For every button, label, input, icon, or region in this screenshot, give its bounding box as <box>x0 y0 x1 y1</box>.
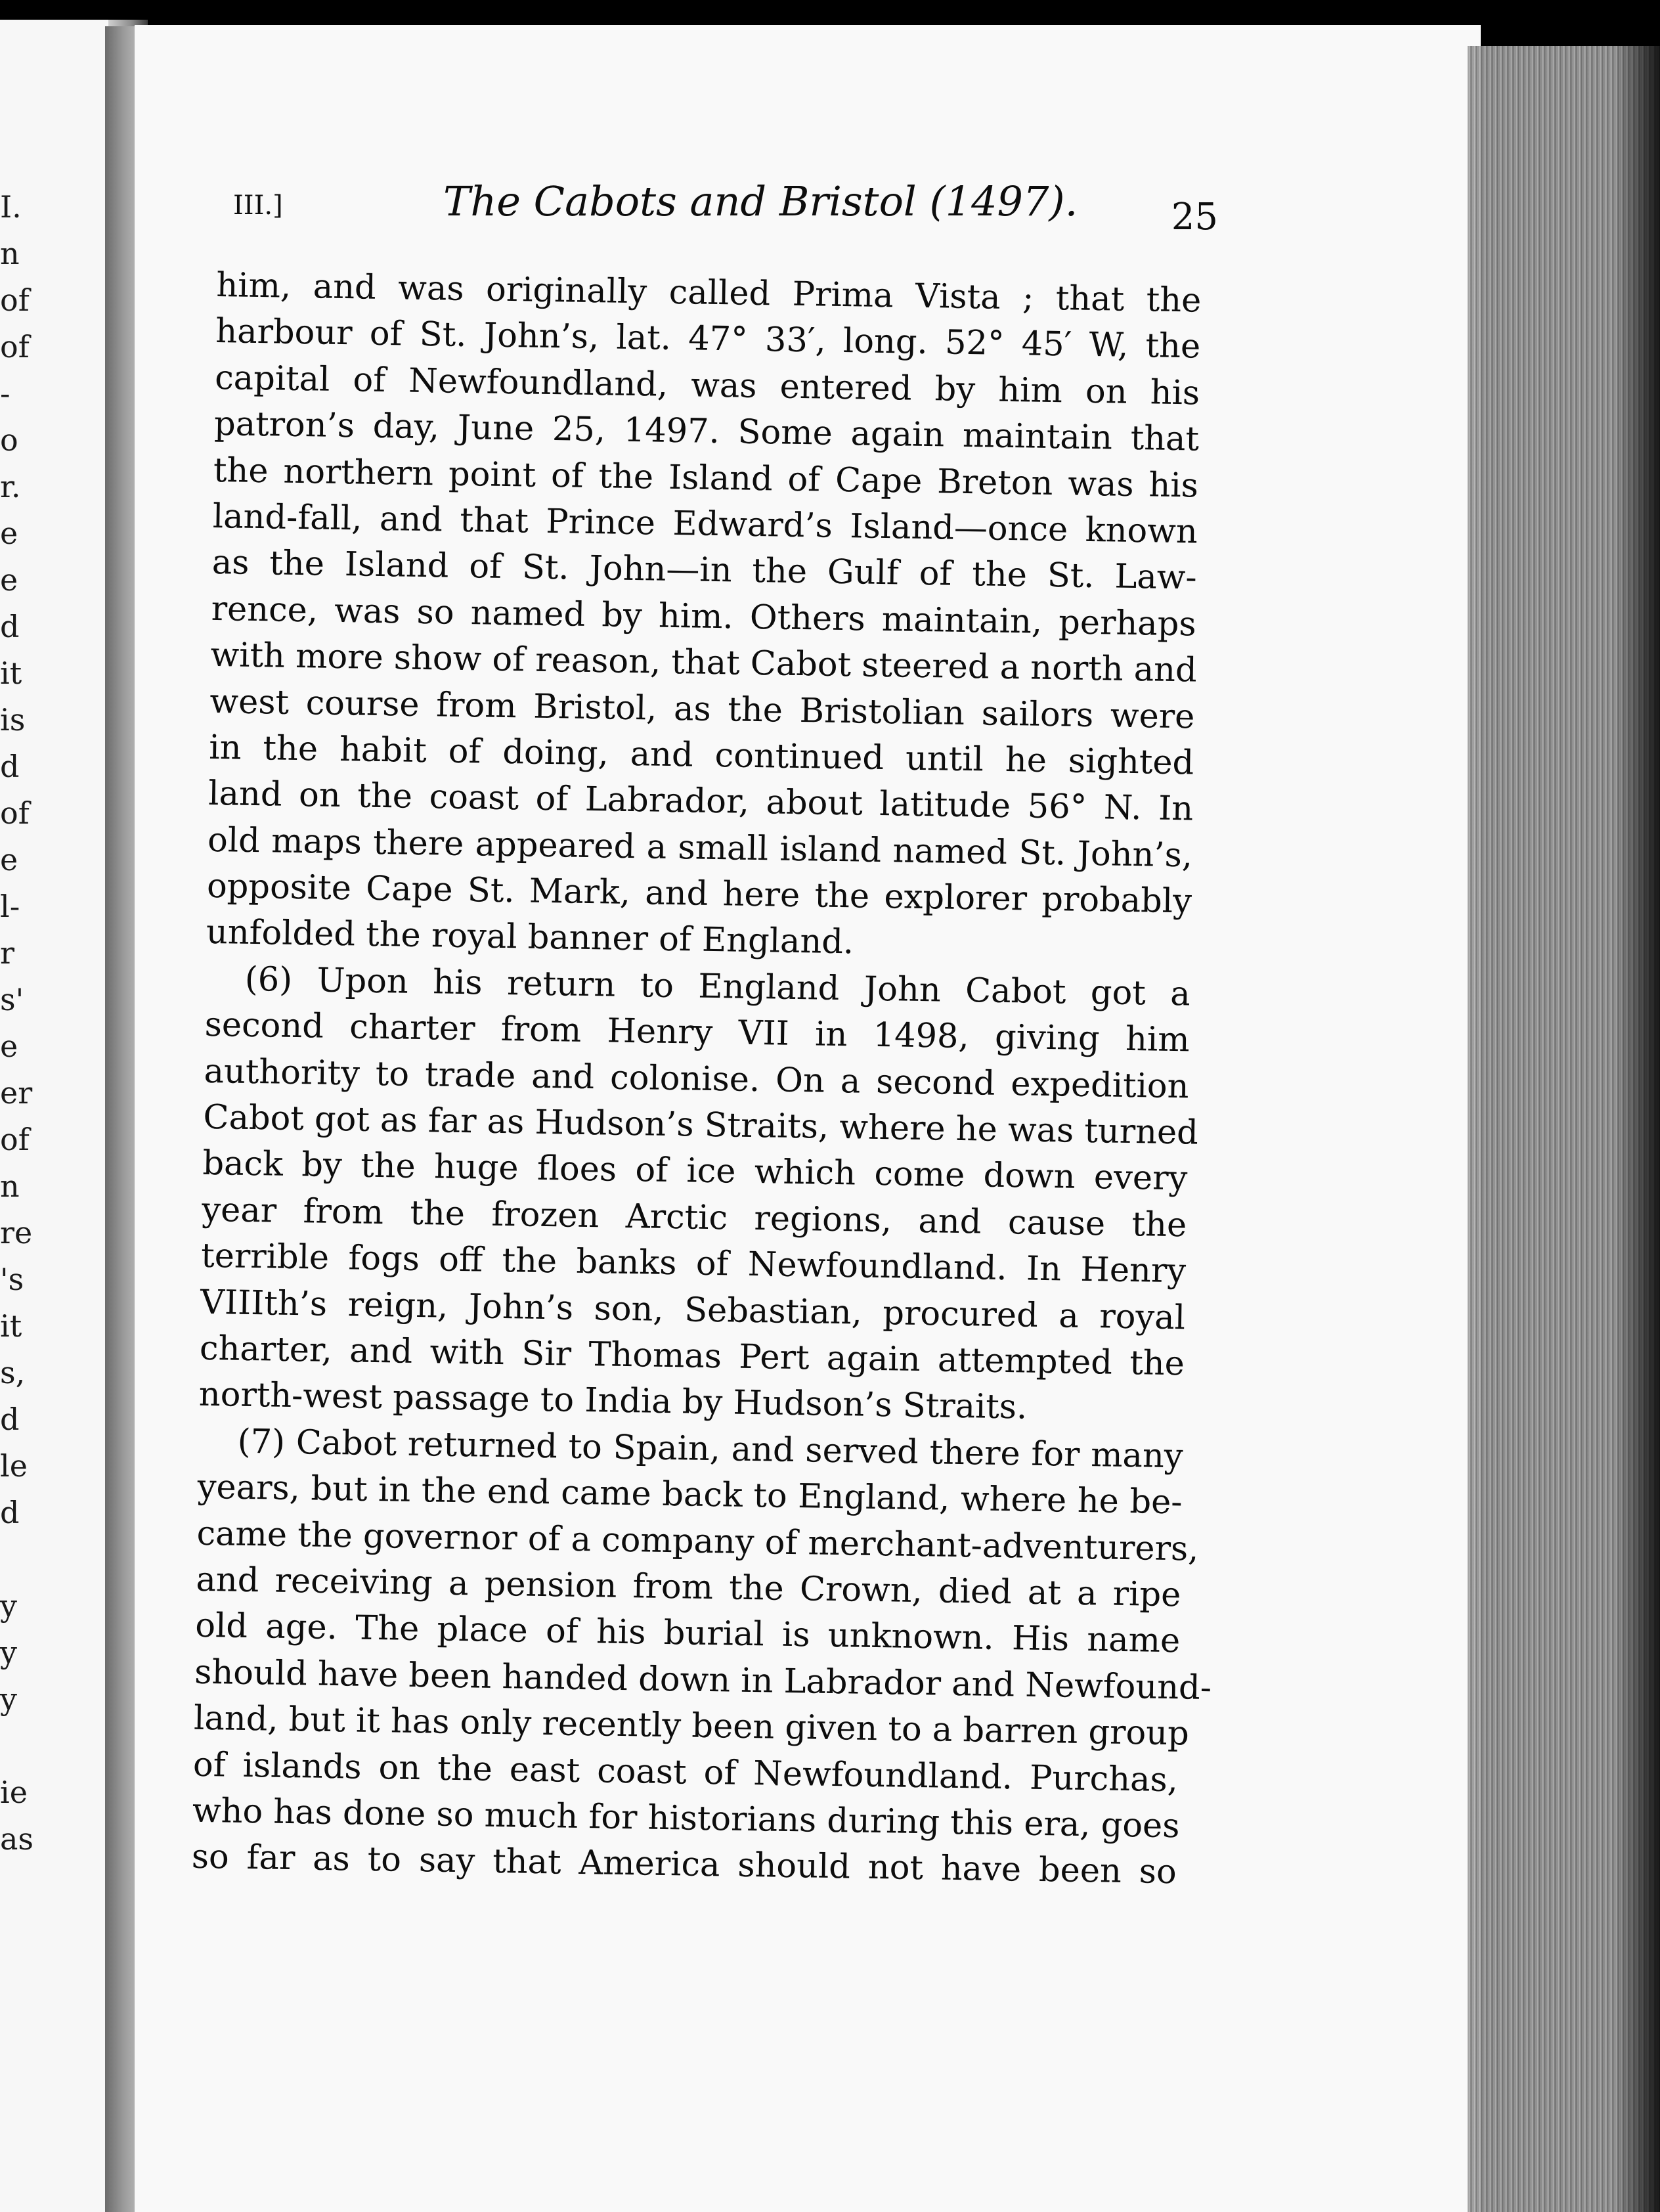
running-head <box>233 177 1218 236</box>
cut-letter: of <box>0 795 30 831</box>
text-line: patron’s day, June 25, 1497. Some again maintain that <box>213 405 1200 459</box>
text-line: (6) Upon his return to England John Cabot got a <box>244 960 1191 1014</box>
text-line: old maps there appeared a small island named St. John’s, <box>207 820 1193 875</box>
cut-letter <box>0 1536 26 1583</box>
cut-letter: e <box>0 842 18 877</box>
text-line: west course from Bristol, as the Bristolian sailors were <box>209 682 1195 736</box>
cut-letter: d <box>0 1495 20 1530</box>
text-line: Cabot got as far as Hudson’s Straits, where he was turned <box>203 1097 1199 1153</box>
text-line: year from the frozen Arctic regions, and cause the <box>201 1190 1187 1245</box>
text-line: the northern point of the Island of Cape Breton was his <box>213 451 1199 506</box>
cut-letter: of <box>0 282 30 318</box>
text-line: (7) Cabot returned to Spain, and served there for many <box>237 1422 1184 1476</box>
text-line: as the Island of St. John—in the Gulf of the St. Law- <box>211 543 1198 598</box>
cut-letter: s, <box>0 1355 26 1390</box>
text-line: should have been handed down in Labrador and Newfound- <box>194 1652 1212 1708</box>
text-line: second charter from Henry VII in 1498, giving him <box>204 1006 1190 1060</box>
cut-letter: - <box>0 376 11 411</box>
text-line: with more show of reason, that Cabot steered a north and <box>210 636 1198 690</box>
cut-letter: e <box>0 1029 18 1064</box>
cut-letter: l- <box>0 889 20 924</box>
cut-letter: n <box>0 1168 20 1204</box>
cut-letter: it <box>0 655 22 691</box>
body-text <box>191 263 1212 1896</box>
cut-letter: y <box>0 1681 17 1717</box>
text-line: capital of Newfoundland, was entered by him on his <box>214 358 1200 413</box>
text-line: land on the coast of Labrador, about latitude 56° N. In <box>207 774 1194 829</box>
cut-letter: e <box>0 562 18 598</box>
cut-letter: d <box>0 609 20 644</box>
cut-letter: o <box>0 422 18 458</box>
cut-letter: y <box>0 1635 17 1670</box>
page-number: 25 <box>1171 196 1218 238</box>
text-line: VIIIth’s reign, John’s son, Sebastian, procured a royal <box>200 1283 1186 1337</box>
running-title: The Cabots and Bristol (1497). <box>443 177 1078 225</box>
text-line: old age. The place of his burial is unknown. His name <box>194 1606 1181 1661</box>
text-line: who has done so much for historians during this era, goes <box>192 1791 1180 1846</box>
text-line: so far as to say that America should not have been so <box>191 1837 1177 1892</box>
text-line: north-west passage to India by Hudson’s Straits. <box>198 1375 1028 1427</box>
cut-letter: I. <box>0 189 22 225</box>
text-line: charter, and with Sir Thomas Pert again attempted the <box>199 1329 1185 1384</box>
cut-letter: d <box>0 749 20 784</box>
chapter-number: III.] <box>233 190 283 221</box>
cut-letter: n <box>0 236 20 271</box>
cut-letter: e <box>0 516 18 551</box>
scan-top-border <box>0 0 1660 26</box>
text-line: opposite Cape St. Mark, and here the explorer probably <box>206 866 1192 921</box>
text-line: back by the huge floes of ice which come down every <box>202 1144 1188 1199</box>
cut-letter <box>0 1723 26 1769</box>
page-stack-edge <box>1468 46 1660 2212</box>
cut-letter: r. <box>0 469 21 504</box>
text-line: unfolded the royal banner of England. <box>206 913 854 962</box>
text-line: land-fall, and that Prince Edward’s Island—once known <box>212 497 1198 552</box>
left-page-cut-text <box>0 184 34 1863</box>
text-line: rence, was so named by him. Others maintain, perhaps <box>211 589 1196 644</box>
text-line: authority to trade and colonise. On a second expedition <box>204 1051 1189 1107</box>
text-line: land, but it has only recently been given to a barren group <box>193 1698 1190 1754</box>
text-line: and receiving a pension from the Crown, died at a ripe <box>196 1560 1181 1615</box>
cut-letter: le <box>0 1448 28 1484</box>
cut-letter: d <box>0 1402 20 1437</box>
cut-letter: ie <box>0 1775 28 1810</box>
cut-letter: as <box>0 1821 34 1857</box>
text-line: harbour of St. John’s, lat. 47° 33′, long. 52° 45′ W, the <box>215 312 1201 366</box>
cut-letter: it <box>0 1308 22 1344</box>
cut-letter: 's <box>0 1262 24 1297</box>
text-line: came the governor of a company of merchant-adventurers, <box>196 1514 1199 1569</box>
page-stack-shadow <box>1614 46 1660 2212</box>
text-line: him, and was originally called Prima Vista ; that the <box>215 265 1202 321</box>
cut-letter: r <box>0 935 14 971</box>
cut-letter: s' <box>0 982 24 1017</box>
cut-letter: re <box>0 1215 33 1250</box>
cut-letter: er <box>0 1075 33 1111</box>
cut-letter: y <box>0 1588 17 1624</box>
cut-letter: of <box>0 329 30 365</box>
text-line: of islands on the east coast of Newfoundland. Purchas, <box>192 1745 1179 1800</box>
cut-letter: is <box>0 702 26 738</box>
text-line: years, but in the end came back to England, where he be- <box>197 1467 1183 1522</box>
text-line: terrible fogs off the banks of Newfoundland. In Henry <box>200 1237 1187 1291</box>
text-line: in the habit of doing, and continued until he sighted <box>208 728 1194 783</box>
cut-letter: of <box>0 1122 30 1157</box>
